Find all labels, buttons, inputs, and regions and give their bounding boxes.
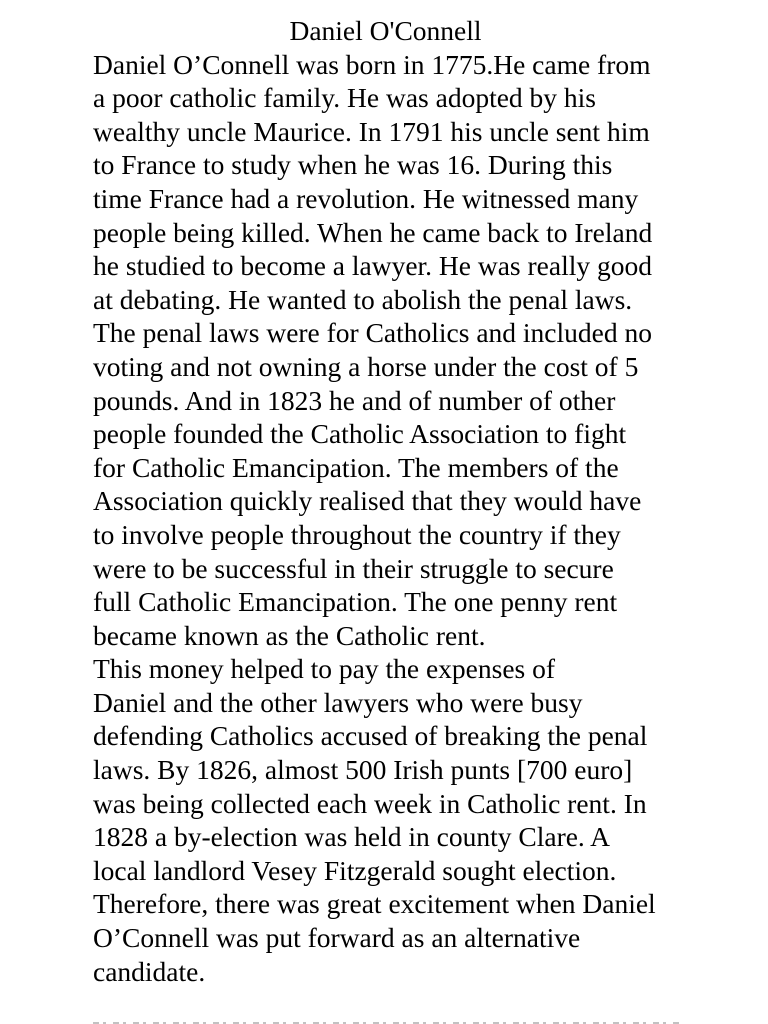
- text-line: became known as the Catholic rent.: [93, 619, 486, 651]
- text-line: were to be successful in their struggle to secure: [93, 552, 614, 584]
- text-line: full Catholic Emancipation. The one penny rent: [93, 586, 618, 618]
- text-line: Association quickly realised that they would have: [93, 485, 642, 517]
- text-line: The penal laws were for Catholics and included no: [93, 317, 652, 349]
- document-title: Daniel O'Connell: [289, 15, 482, 46]
- text-line: Daniel O’Connell was born in 1775.He came from: [93, 48, 651, 80]
- document-page: [93, 14, 693, 988]
- text-line: Therefore, there was great excitement when Daniel: [93, 888, 656, 920]
- text-line: wealthy uncle Maurice. In 1791 his uncle sent him: [93, 115, 650, 147]
- document-body: [93, 48, 693, 989]
- text-line: defending Catholics accused of breaking the penal: [93, 720, 648, 752]
- text-line: 1828 a by-election was held in county Clare. A: [93, 821, 611, 853]
- text-line: This money helped to pay the expenses of: [93, 653, 556, 685]
- text-line: laws. By 1826, almost 500 Irish punts [700 euro]: [93, 754, 633, 786]
- text-line: to involve people throughout the country if they: [93, 518, 621, 550]
- text-line: was being collected each week in Catholic rent. In: [93, 787, 647, 819]
- text-line: local landlord Vesey Fitzgerald sought election.: [93, 854, 617, 886]
- text-line: pounds. And in 1823 he and of number of other: [93, 384, 616, 416]
- text-line: people founded the Catholic Association to fight: [93, 418, 627, 450]
- text-line: time France had a revolution. He witnessed many: [93, 182, 639, 214]
- text-line: to France to study when he was 16. During this: [93, 149, 613, 181]
- text-line: voting and not owning a horse under the cost of 5: [93, 350, 639, 382]
- text-line: at debating. He wanted to abolish the penal laws.: [93, 283, 633, 315]
- text-line: a poor catholic family. He was adopted by his: [93, 82, 597, 114]
- text-line: he studied to become a lawyer. He was really good: [93, 250, 652, 282]
- text-line: people being killed. When he came back to Ireland: [93, 216, 653, 248]
- text-line: Daniel and the other lawyers who were busy: [93, 686, 583, 718]
- text-line: O’Connell was put forward as an alternative: [93, 922, 581, 954]
- text-line: candidate.: [93, 955, 206, 987]
- clipped-next-line: [93, 1018, 683, 1024]
- text-line: for Catholic Emancipation. The members of the: [93, 451, 619, 483]
